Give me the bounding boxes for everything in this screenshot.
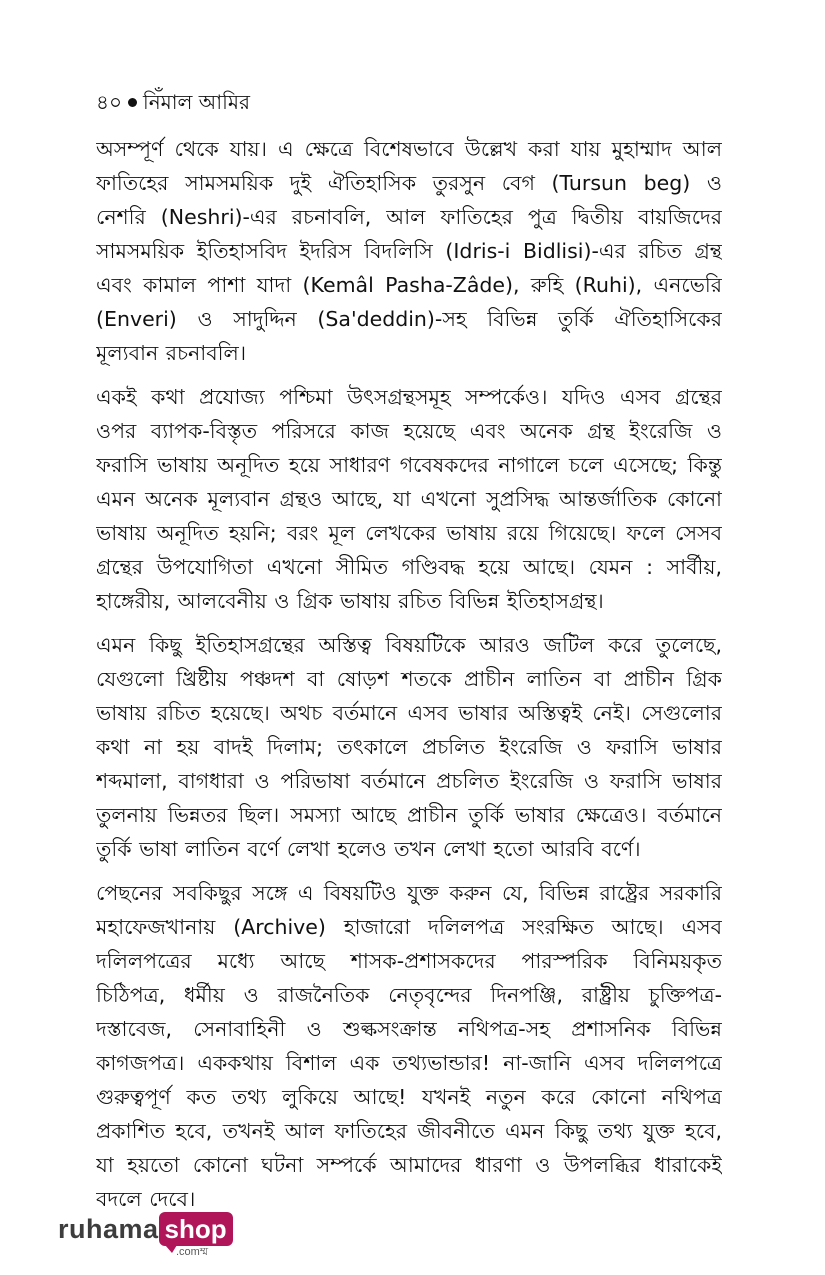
text-line: এবং কামাল পাশা যাদা (Kemâl Pasha-Zâde), রুহি (Ruhi), এনভেরি <box>96 273 722 297</box>
text-line: তুলনায় ভিন্নতর ছিল। সমস্যা আছে প্রাচীন তুর্কি ভাষার ক্ষেত্রেও। বর্তমানে <box>96 803 722 827</box>
text-line: যেগুলো খ্রিষ্টীয় পঞ্চদশ বা ষোড়শ শতকে প্রাচীন লাতিন বা প্রাচীন গ্রিক <box>96 667 722 691</box>
text-line: দস্তাবেজ, সেনাবাহিনী ও শুল্কসংক্রান্ত নথিপত্র-সহ প্রশাসনিক বিভিন্ন <box>96 1017 722 1041</box>
book-title: নিঁমাল আমির <box>142 90 250 114</box>
text-line: ফরাসি ভাষায় অনূদিত হয়ে সাধারণ গবেষকদের নাগালে চলে এসেছে; কিন্তু <box>96 453 722 477</box>
running-header <box>96 88 250 116</box>
text-line: ভাষায় রচিত হয়েছে। অথচ বর্তমানে এসব ভাষার অস্তিত্বই নেই। সেগুলোর <box>96 701 722 725</box>
text-line: গ্রন্থের উপযোগিতা এখনো সীমিত গণ্ডিবদ্ধ হয়ে আছে। যেমন : সার্বীয়, <box>96 555 722 579</box>
logo-domain: .comম্ম <box>176 1246 209 1258</box>
text-line: তুর্কি ভাষা লাতিন বর্ণে লেখা হলেও তখন লেখা হতো আরবি বর্ণে। <box>96 837 641 861</box>
text-line: যা হয়তো কোনো ঘটনা সম্পর্কে আমাদের ধারণা ও উপলব্ধির ধারাকেই <box>96 1153 722 1177</box>
text-line: ভাষায় অনূদিত হয়নি; বরং মূল লেখকের ভাষায় রয়ে গিয়েছে। ফলে সেসব <box>96 521 722 545</box>
paragraph-3 <box>96 628 722 866</box>
text-line: সামসময়িক ইতিহাসবিদ ইদরিস বিদলিসি (Idris-i Bidlisi)-এর রচিত গ্রন্থ <box>96 239 722 263</box>
speech-bubble-tail-icon <box>165 1245 177 1253</box>
body-text <box>96 132 722 1226</box>
paragraph-1 <box>96 132 722 370</box>
text-line: নেশরি (Neshri)-এর রচনাবলি, আল ফাতিহের পুত্র দ্বিতীয় বায়জিদের <box>96 205 722 229</box>
text-line: গুরুত্বপূর্ণ কত তথ্য লুকিয়ে আছে! যখনই নতুন করে কোনো নথিপত্র <box>96 1085 722 1109</box>
text-line: দলিলপত্রের মধ্যে আছে শাসক-প্রশাসকদের পারস্পরিক বিনিময়কৃত <box>96 949 722 973</box>
text-line: প্রকাশিত হবে, তখনই আল ফাতিহের জীবনীতে এমন কিছু তথ্য যুক্ত হবে, <box>96 1119 722 1143</box>
logo-brand-dark: ruhama <box>58 1214 159 1244</box>
text-line: এমন অনেক মূল্যবান গ্রন্থও আছে, যা এখনো সুপ্রসিদ্ধ আন্তর্জাতিক কোনো <box>96 487 722 511</box>
text-line: কথা না হয় বাদই দিলাম; তৎকালে প্রচলিত ইংরেজি ও ফরাসি ভাষার <box>96 735 722 759</box>
text-line: অসম্পূর্ণ থেকে যায়। এ ক্ষেত্রে বিশেষভাবে উল্লেখ করা যায় মুহাম্মাদ আল <box>96 137 722 161</box>
paragraph-2 <box>96 380 722 618</box>
ruhama-shop-logo <box>58 1210 233 1258</box>
page-number: ৪০ <box>96 90 122 114</box>
text-line: এমন কিছু ইতিহাসগ্রন্থের অস্তিত্ব বিষয়টিকে আরও জটিল করে তুলেছে, <box>96 633 722 657</box>
text-line: (Enveri) ও সাদুদ্দিন (Sa'deddin)-সহ বিভিন্ন তুর্কি ঐতিহাসিকের <box>96 307 722 331</box>
text-line: হাঙ্গেরীয়, আলবেনীয় ও গ্রিক ভাষায় রচিত বিভিন্ন ইতিহাসগ্রন্থ। <box>96 589 604 613</box>
text-line: কাগজপত্র। এককথায় বিশাল এক তথ্যভান্ডার! না-জানি এসব দলিলপত্রে <box>96 1051 722 1075</box>
logo-shop-bubble <box>159 1212 233 1246</box>
text-line: ফাতিহের সামসময়িক দুই ঐতিহাসিক তুরসুন বেগ (Tursun beg) ও <box>96 171 722 195</box>
text-line: মূল্যবান রচনাবলি। <box>96 341 247 365</box>
text-line: পেছনের সবকিছুর সঙ্গে এ বিষয়টিও যুক্ত করুন যে, বিভিন্ন রাষ্ট্রের সরকারি <box>96 881 722 905</box>
logo-brand-accent: shop <box>164 1214 227 1244</box>
text-line: চিঠিপত্র, ধর্মীয় ও রাজনৈতিক নেতৃবৃন্দের দিনপঞ্জি, রাষ্ট্রীয় চুক্তিপত্র- <box>96 983 722 1007</box>
text-line: একই কথা প্রযোজ্য পশ্চিমা উৎসগ্রন্থসমূহ সম্পর্কেও। যদিও এসব গ্রন্থের <box>96 385 722 409</box>
paragraph-4 <box>96 876 722 1216</box>
bullet-separator <box>128 98 137 107</box>
text-line: ওপর ব্যাপক-বিস্তৃত পরিসরে কাজ হয়েছে এবং অনেক গ্রন্থ ইংরেজি ও <box>96 419 722 443</box>
text-line: বদলে দেবে। <box>96 1187 196 1211</box>
text-line: মহাফেজখানায় (Archive) হাজারো দলিলপত্র সংরক্ষিত আছে। এসব <box>96 915 722 939</box>
text-line: শব্দমালা, বাগধারা ও পরিভাষা বর্তমানে প্রচলিত ইংরেজি ও ফরাসি ভাষার <box>96 769 722 793</box>
